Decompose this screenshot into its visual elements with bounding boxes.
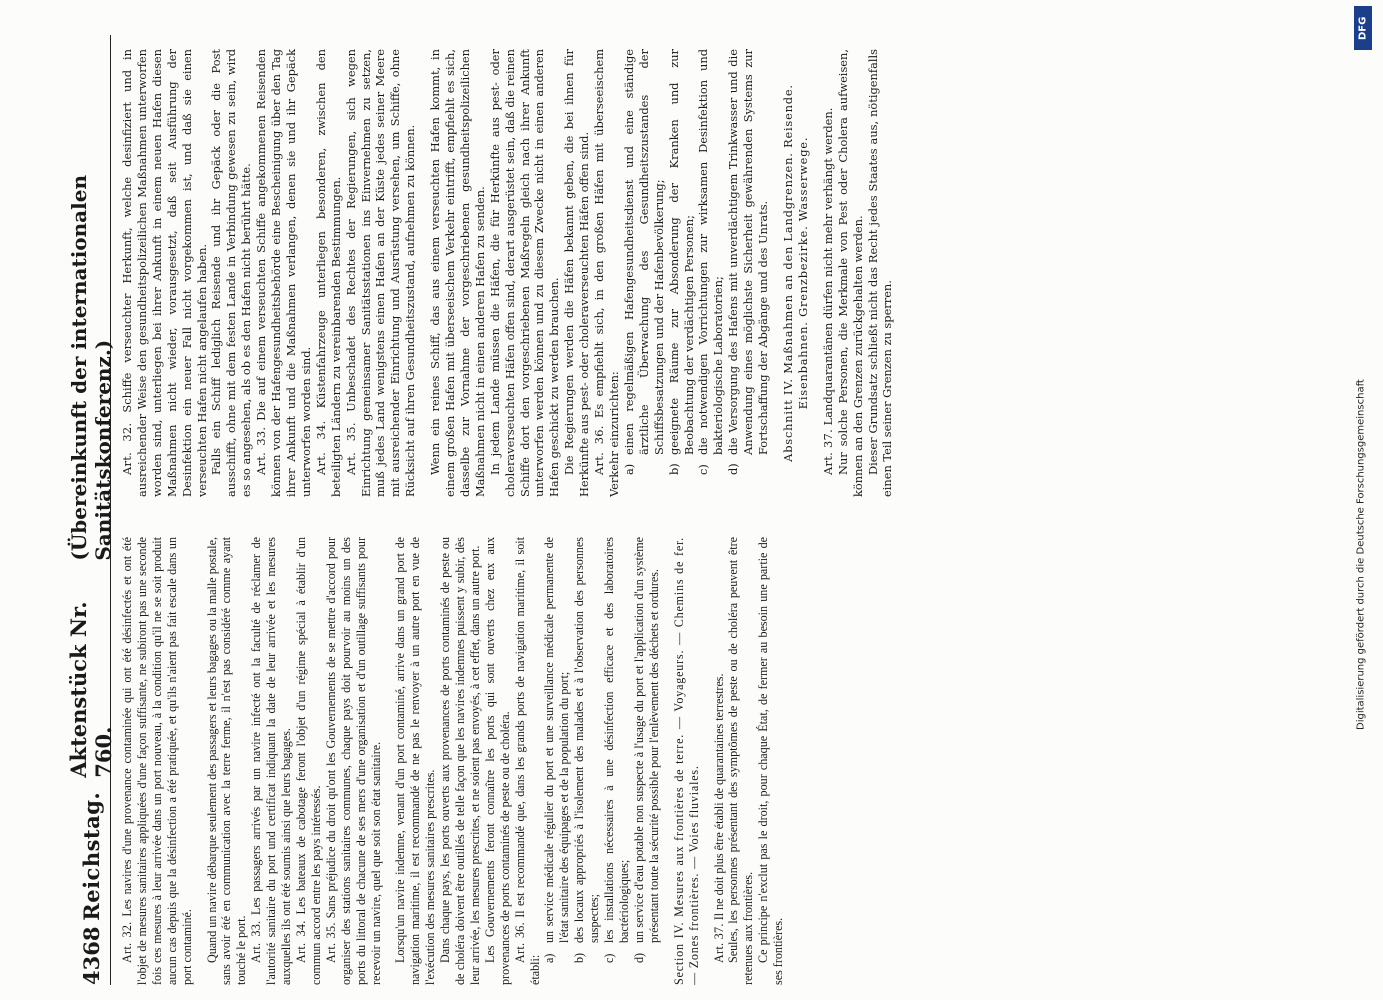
header-conference: (Übereinkunft der internationalen Sanitätskonferenz.) [67, 174, 115, 561]
header-aktenstueck: Aktenstück Nr. 760. [66, 601, 116, 778]
de-article-36: Art. 36. Es empfiehlt sich, in den großen Häfen mit überseeischem Verkehr einzurichten: [592, 49, 621, 497]
fr-paragraph: Lorsqu'un navire indemne, venant d'un port contaminé, arrive dans un grand port de navigation maritime, il est recommandé de ne pas le renvoyer à un autre port en vue de l'exécution des mesures sanitaires prescrites. [393, 537, 438, 985]
fr-article-35: Art. 35. Sans préjudice du droit qu'ont les Gouvernements de se mettre d'accord pour organiser des stations sanitaires communes, chaque pays doit pourvoir au moins un des ports du littoral de chacune de ses mers d'une organisation et d'un outillage suffisants pour recevoir un navire, quel que soit son état sanitaire. [323, 536, 383, 985]
fr-article-36: Art. 36. Il est recommandé que, dans les grands ports de navigation maritime, il soit établi: [512, 536, 542, 985]
de-section-heading: Abschnitt IV. Maßnahmen an den Landgrenzen. Reisende. Eisenbahnen. Grenzbezirke. Wasserwege. [780, 84, 810, 462]
de-paragraph: Die Regierungen werden die Häfen bekannt geben, die bei ihnen für Herkünfte aus pest- oder choleraverseuchten Häfen offen sind. [562, 49, 592, 497]
fr-list-item: d) un service d'eau potable non suspecte à l'usage du port et l'application d'un système présentant toute la sécurité possible pour l'enlèvement des déchets et ordures. [631, 537, 661, 963]
fr-paragraph: Les Gouvernements feront connaître les ports qui sont ouverts chez eux aux provenances de ports contaminés de peste ou de choléra. [482, 537, 512, 985]
de-paragraph: Falls ein Schiff lediglich Reisende und ihr Gepäck oder die Post ausschifft, ohne mit dem festen Lande in Verbindung gewesen zu sein, wird es so angesehen, als ob es den Hafen nicht berührt hätte. [209, 49, 254, 497]
de-article-34: Art. 34. Küstenfahrzeuge unterliegen besonderen, zwischen den beteiligten Ländern zu vereinbarenden Bestimmungen. [313, 49, 343, 497]
de-paragraph: Wenn ein reines Schiff, das aus einem verseuchten Hafen kommt, in einem großen Hafen mit überseeischem Verkehr eintrifft, empfiehlt es sich, dasselbe zur Vornahme der vorgeschriebenen gesundheitspolizeilichen Maßnahmen nicht in einen anderen Hafen zu senden. [428, 49, 487, 497]
fr-article-37: Art. 37. Il ne doit plus être établi de quarantaines terrestres. [711, 673, 726, 963]
de-article-33: Art. 33. Die auf einem verseuchten Schiffe angekommenen Reisenden können von der Hafengesundheitsbehörde eine Bescheinigung über den Tag ihrer Ankunft und die Maßnahmen verlangen, denen sie und ihr Gepäck unterworfen worden sind. [254, 49, 313, 497]
page-header [66, 35, 116, 985]
de-article-35: Art. 35. Unbeschadet des Rechtes der Regierungen, sich wegen Einrichtung gemeinsamer Sanitätsstationen ins Einvernehmen zu setzen, muß jedes Land wenigstens einen Hafen an der Küste jedes seiner Meere mit ausreichender Einrichtung und Ausrüstung versehen, um Schiffe, ohne Rücksicht auf ihren Gesundheitszustand, aufnehmen zu können. [343, 49, 418, 497]
header-reichstag: Reichstag. [78, 791, 104, 921]
fr-list-item: b) des locaux appropriés à l'isolement des malades et à l'observation des personnes suspectes; [572, 537, 602, 963]
digitization-note: Digitalisierung gefördert durch die Deutsche Forschungsgemeinschaft [1355, 379, 1367, 730]
dfg-logo: DFG [1354, 6, 1372, 50]
de-article-37: Art. 37. Landquarantänen dürfen nicht mehr verhängt werden. [820, 107, 835, 475]
fr-list-item: c) les installations nécessaires à une désinfection efficace et des laboratoires bactériologiques; [602, 537, 631, 963]
de-list-item: b) geeignete Räume zur Absonderung der Kranken und zur Beobachtung der verdächtigen Personen; [666, 49, 696, 475]
fr-paragraph: Ce principe n'exclut pas le droit, pour chaque État, de fermer au besoin une partie de ses frontières. [756, 537, 786, 985]
page-number: 4368 [78, 926, 104, 985]
de-article-32: Art. 32. Schiffe verseuchter Herkunft, welche desinfiziert und in ausreichender Weise den gesundheitspolizeilichen Maßnahmen unterworfen worden sind, unterliegen bei ihrer Ankunft in einem neuen Hafen diesen Maßnahmen nicht wieder, vorausgesetzt, daß seit Ausführung der Desinfektion ein neuer Fall nicht vorgekommen ist, und daß sie einen verseuchten Hafen nicht angelaufen haben. [120, 49, 209, 497]
de-list-item: a) einen regelmäßigen Hafengesundheitsdienst und eine ständige ärztliche Überwachung des Gesundheitszustandes der Schiffsbesatzungen und der Hafenbevölkerung; [621, 49, 666, 475]
german-column [120, 49, 895, 497]
de-paragraph: Nur solche Personen, die Merkmale von Pest oder Cholera aufweisen, können an den Grenzen zurückgehalten werden. [835, 49, 865, 497]
fr-section-heading: Section IV. Mesures aux frontières de terre. — Voyageurs. — Chemins de fer. — Zones frontières. — Voies fluviales. [671, 537, 701, 985]
fr-article-34: Art. 34. Les bateaux de cabotage feront l'objet d'un régime spécial à établir d'un commun accord entre les pays intéressés. [293, 536, 323, 985]
fr-paragraph: Dans chaque pays, les ports ouverts aux provenances de ports contaminés de peste ou de choléra doivent être outillés de telle façon que les navires indemnes puissent y subir, dès leur arrivée, les mesures prescrites, et ne soient pas envoyés, à cet effet, dans un autre port. [438, 537, 482, 985]
rotated-page-content [66, 35, 1383, 985]
de-list-item: c) die notwendigen Vorrichtungen zur wirksamen Desinfektion und bakteriologische Laboratorien; [696, 49, 726, 475]
fr-list-item: a) un service médicale régulier du port et une surveillance médicale permanente de l'état sanitaire des équipages et de la population du port; [542, 537, 572, 963]
de-list-item: d) die Versorgung des Hafens mit unverdächtigem Trinkwasser und die Anwendung eines möglichste Sicherheit gewährenden Systems zur Fortschaffung der Abgänge und des Unrats. [726, 49, 771, 475]
de-paragraph: Dieser Grundsatz schließt nicht das Recht jedes Staates aus, nötigenfalls einen Teil seiner Grenzen zu sperren. [865, 49, 895, 497]
fr-paragraph: Seules, les personnes présentant des symptômes de peste ou de choléra peuvent être retenues aux frontières. [726, 537, 756, 985]
fr-article-33: Art. 33. Les passagers arrivés par un navire infecté ont la faculté de réclamer de l'autorité sanitaire du port und certificat indiquant la date de leur arrivée et les mesures auxquelles ils ont été soumis ainsi que leurs bagages. [249, 537, 294, 985]
fr-paragraph: Quand un navire débarque seulement des passagers et leurs bagages ou la malle postale, sans avoir été en communication avec la terre ferme, il n'est pas considéré comme ayant touché le port. [204, 537, 249, 985]
french-column [120, 537, 786, 985]
de-paragraph: In jedem Lande müssen die Häfen, die für Herkünfte aus pest- oder choleraverseuchten Häfen offen sind, derart ausgerüstet sein, daß die reinen Schiffe dort den vorgeschriebenen Maßregeln gleich nach ihrer Ankunft unterworfen werden können und zu diesem Zwecke nicht in einen anderen Hafen geschickt zu werden brauchen. [487, 49, 562, 497]
fr-article-32: Art. 32. Les navires d'une provenance contaminée qui ont été désinfectés et ont été l'objet de mesures sanitaires appliquées d'une façon suffisante, ne subiront pas une seconde fois ces mesures à leur arrivée dans un port nouveau, à la condition qu'il ne se soit produit aucun cas depuis que la désinfection a été pratiquée, et qu'ils n'aient pas fait escale dans un port contaminé. [120, 536, 194, 985]
